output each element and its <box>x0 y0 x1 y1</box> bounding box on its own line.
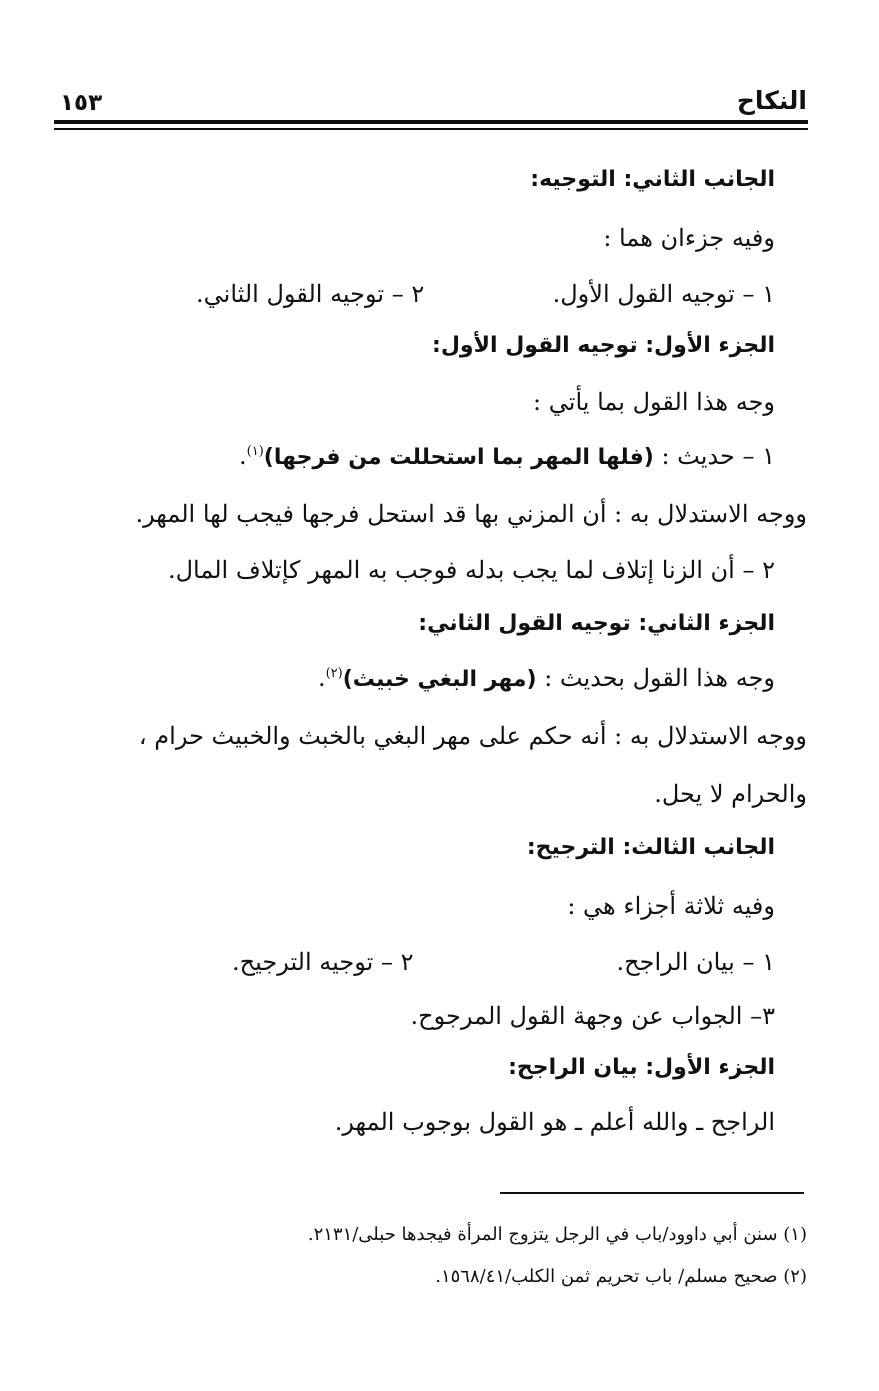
list-item-2: ٢ – توجيه القول الثاني. <box>196 280 425 308</box>
list2-item-3: ٣– الجواب عن وجهة القول المرجوح. <box>410 1002 775 1030</box>
hadith2-prefix: وجه هذا القول بحديث : <box>544 664 775 692</box>
hadith-line-1 <box>54 440 775 474</box>
section-heading-second-side: الجانب الثاني: التوجيه: <box>530 167 775 192</box>
paragraph-three-parts: وفيه ثلاثة أجزاء هي : <box>567 892 775 920</box>
list-item-1: ١ – توجيه القول الأول. <box>552 280 775 308</box>
list-row-1 <box>54 278 775 310</box>
running-header-title: النكاح <box>736 86 807 115</box>
hadith1-quote: (فلها المهر بما استحللت من فرجها) <box>263 445 654 470</box>
footnote-separator <box>500 1192 804 1194</box>
paragraph-first-view: وجه هذا القول بما يأتي : <box>533 388 775 416</box>
hadith2-quote: (مهر البغي خبيث) <box>342 667 537 692</box>
footnote-1: (١) سنن أبي داوود/باب في الرجل يتزوج المرأة فيجدها حبلى/٢١٣١. <box>307 1224 807 1245</box>
page-number: ١٥٣ <box>60 90 103 116</box>
list-row-2 <box>54 946 775 978</box>
inference-line-2a: ووجه الاستدلال به : أنه حكم على مهر البغي بالخبث والخبيث حرام ، <box>138 722 807 750</box>
conclusion-paragraph: الراجح ـ والله أعلم ـ هو القول بوجوب المهر. <box>334 1108 775 1136</box>
hadith-line-2 <box>54 662 775 696</box>
subheading-part1-second: الجزء الأول: بيان الراجح: <box>508 1055 775 1080</box>
hadith1-prefix: ١ – حديث : <box>661 442 775 470</box>
section-heading-third-side: الجانب الثالث: الترجيح: <box>526 835 775 860</box>
point-2: ٢ – أن الزنا إتلاف لما يجب بدله فوجب به المهر كإتلاف المال. <box>167 556 775 584</box>
footnote-ref-2: (٢) <box>325 666 343 681</box>
header-rule-thick <box>54 120 808 124</box>
footnote-ref-1: (١) <box>246 444 264 459</box>
hadith1-end: . <box>239 442 247 470</box>
subheading-part1-first: الجزء الأول: توجيه القول الأول: <box>432 333 775 358</box>
header-rule-thin <box>54 128 808 130</box>
list2-item-1: ١ – بيان الراجح. <box>616 948 775 976</box>
inference-line-2b: والحرام لا يحل. <box>654 780 807 808</box>
footnote-2: (٢) صحيح مسلم/ باب تحريم ثمن الكلب/١٥٦٨/٤١. <box>435 1266 807 1287</box>
paragraph-two-parts: وفيه جزءان هما : <box>603 224 775 252</box>
inference-line-1: ووجه الاستدلال به : أن المزني بها قد استحل فرجها فيجب لها المهر. <box>135 500 807 528</box>
list2-item-2: ٢ – توجيه الترجيح. <box>232 948 414 976</box>
subheading-part2-first: الجزء الثاني: توجيه القول الثاني: <box>418 611 775 636</box>
hadith2-end: . <box>317 664 326 692</box>
